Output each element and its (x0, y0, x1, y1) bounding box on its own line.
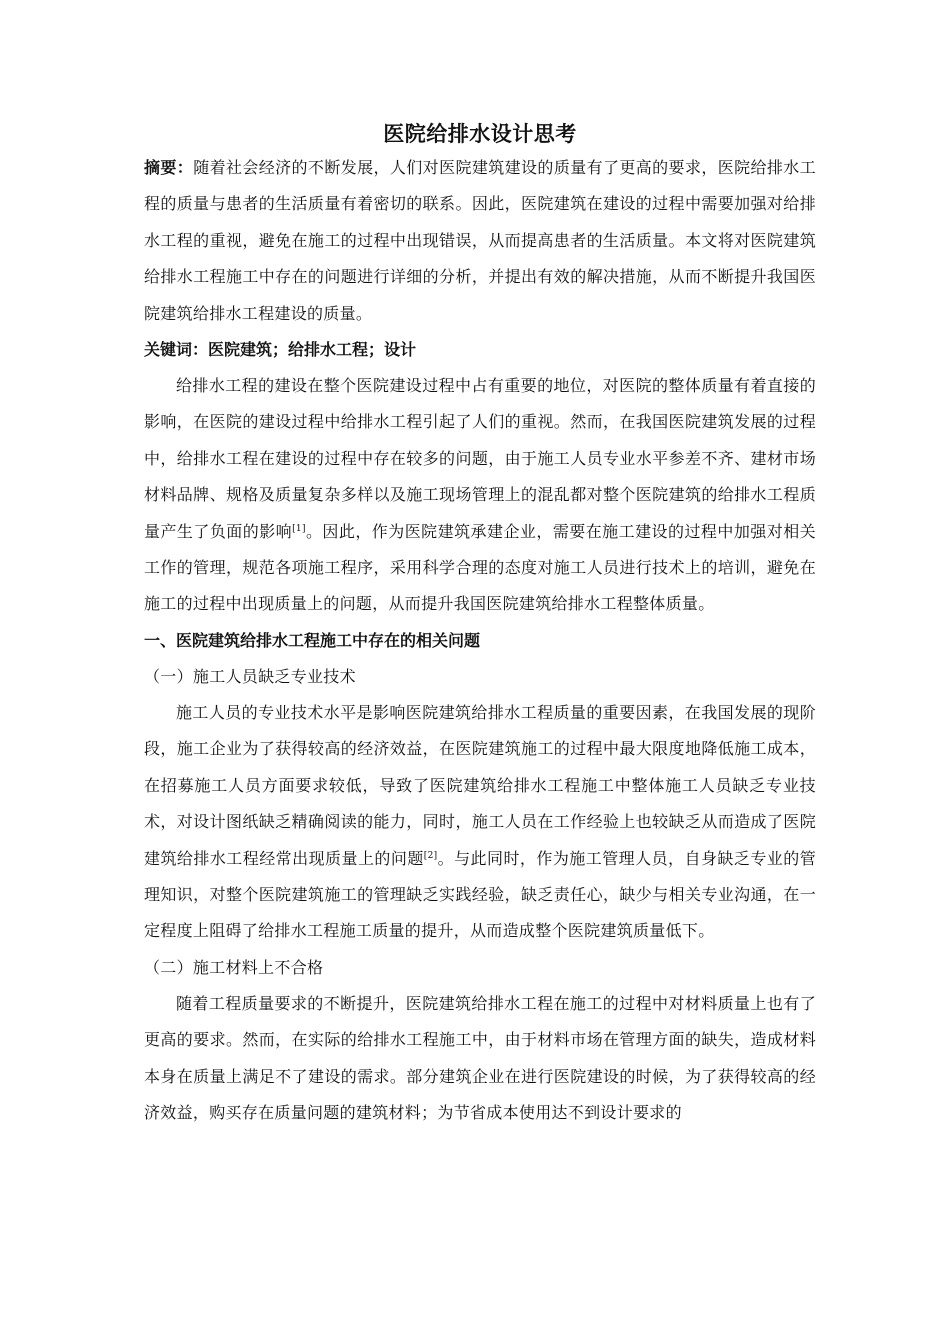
subsection-1-text-part1: 施工人员的专业技术水平是影响医院建筑给排水工程质量的重要因素，在我国发展的现阶段，施工企业为了获得较高的经济效益，在医院建筑施工的过程中最大限度地降低施工成本，在招募施工人员方面要求较低，导致了医院建筑给排水工程施工中整体施工人员缺乏专业技术，对设计图纸缺乏精确阅读的能力，同时，施工人员在工作经验上也较缺乏从而造成了医院建筑给排水工程经常出现质量上的问题 (144, 702, 816, 868)
abstract-paragraph (144, 150, 816, 332)
section-heading-1: 一、医院建筑给排水工程施工中存在的相关问题 (144, 630, 481, 650)
subsection-1-text-part2: 。与此同时，作为施工管理人员，自身缺乏专业的管理知识，对整个医院建筑施工的管理缺乏实践经验，缺乏责任心，缺少与相关专业沟通，在一定程度上阻碍了给排水工程施工质量的提升，从而造成整个医院建筑质量低下。 (144, 848, 816, 941)
intro-text-part1: 给排水工程的建设在整个医院建设过程中占有重要的地位，对医院的整体质量有着直接的影响，在医院的建设过程中给排水工程引起了人们的重视。然而，在我国医院建筑发展的过程中，给排水工程在建设的过程中存在较多的问题，由于施工人员专业水平参差不齐、建材市场材料品牌、规格及质量复杂多样以及施工现场管理上的混乱都对整个医院建筑的给排水工程质量产生了负面的影响 (144, 376, 816, 541)
citation-1: [1] (292, 523, 306, 534)
subsection-heading-1: （一）施工人员缺乏专业技术 (144, 666, 356, 686)
intro-text-part2: 。因此，作为医院建筑承建企业，需要在施工建设的过程中加强对相关工作的管理，规范各项施工程序，采用科学合理的态度对施工人员进行技术上的培训，避免在施工的过程中出现质量上的问题，从而提升我国医院建筑给排水工程整体质量。 (144, 521, 816, 614)
abstract-label: 摘要： (144, 158, 194, 177)
intro-paragraph (144, 368, 816, 623)
keywords-line: 关键词：医院建筑；给排水工程；设计 (144, 340, 417, 360)
subsection-heading-2: （二）施工材料上不合格 (144, 957, 324, 977)
document-title: 医院给排水设计思考 (383, 121, 577, 146)
document-page (144, 118, 816, 1131)
subsection-1-paragraph (144, 695, 816, 950)
abstract-text: 随着社会经济的不断发展，人们对医院建筑建设的质量有了更高的要求，医院给排水工程的质量与患者的生活质量有着密切的联系。因此，医院建筑在建设的过程中需要加强对给排水工程的重视，避免在施工的过程中出现错误，从而提高患者的生活质量。本文将对医院建筑给排水工程施工中存在的问题进行详细的分析，并提出有效的解决措施，从而不断提升我国医院建筑给排水工程建设的质量。 (144, 158, 816, 323)
citation-2: [2] (423, 850, 438, 861)
subsection-2-paragraph: 随着工程质量要求的不断提升，医院建筑给排水工程在施工的过程中对材料质量上也有了更高的要求。然而，在实际的给排水工程施工中，由于材料市场在管理方面的缺失，造成材料本身在质量上满足不了建设的需求。部分建筑企业在进行医院建设的时候，为了获得较高的经济效益，购买存在质量问题的建筑材料；为节省成本使用达不到设计要求的 (144, 993, 816, 1122)
